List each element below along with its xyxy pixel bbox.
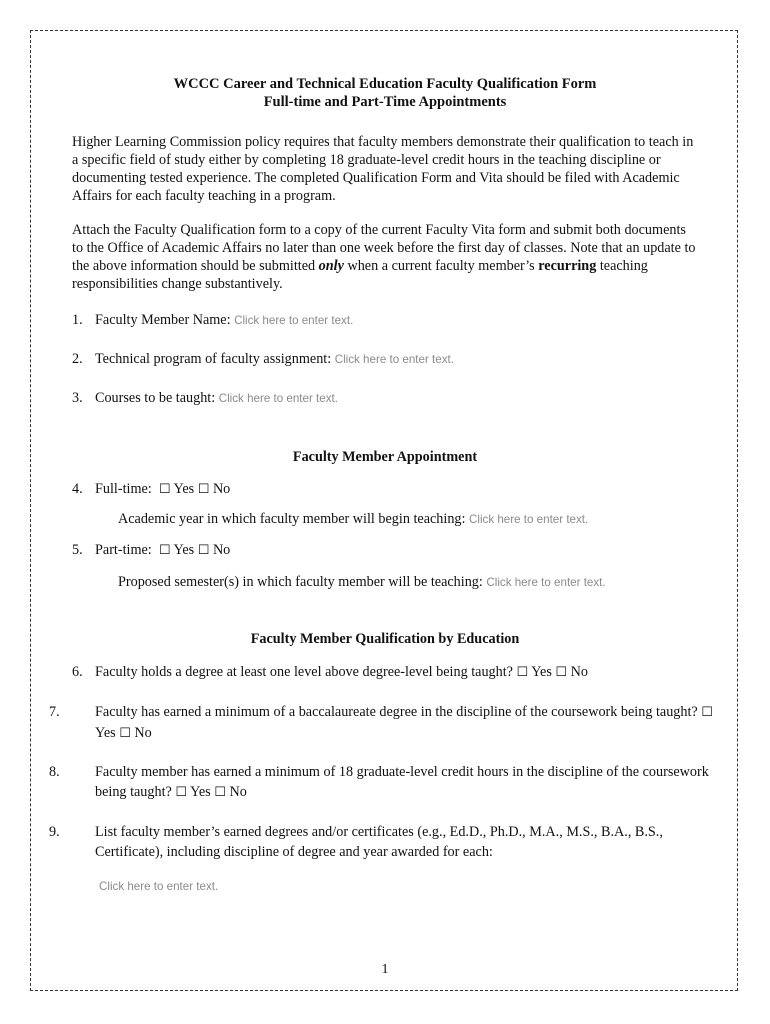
form-title (0, 75, 770, 111)
question-2 (72, 349, 702, 370)
yes-label: Yes (531, 664, 552, 680)
no-label: No (229, 784, 247, 800)
intro-paragraph-1: Higher Learning Commission policy requires that faculty members demonstrate their qualification to teach in a specific field of study either by completing 18 graduate-level credit hours in the teaching discipline or documenting tested experience. The completed Qualification Form and Vita should be filed with Academic Affairs for each faculty teaching in a program. (72, 134, 694, 204)
degree-level-no-checkbox[interactable]: ☐ (555, 665, 568, 680)
faculty-name-label: Faculty Member Name: (95, 312, 231, 328)
question-number: 6. (72, 664, 83, 680)
question-1 (72, 310, 702, 331)
question-7 (49, 702, 725, 744)
courses-field[interactable]: Click here to enter text. (218, 392, 338, 405)
question-number: 5. (72, 542, 83, 558)
faculty-name-field[interactable]: Click here to enter text. (234, 314, 354, 327)
full-time-label: Full-time: (95, 481, 152, 497)
yes-label: Yes (95, 725, 116, 741)
question-number: 9. (49, 824, 60, 840)
question-9 (49, 822, 725, 862)
part-time-label: Part-time: (95, 542, 152, 558)
question-3 (72, 388, 702, 409)
intro-p2-recurring: recurring (538, 258, 597, 274)
part-time-no-checkbox[interactable]: ☐ (197, 543, 210, 558)
part-time-semester (118, 572, 606, 593)
question-8 (49, 762, 725, 803)
yes-label: Yes (190, 784, 211, 800)
graduate-hours-label: Faculty member has earned a minimum of 18 graduate-level credit hours in the discipline of the coursework being taught? (95, 764, 709, 800)
question-5 (72, 540, 702, 561)
academic-year-label: Academic year in which faculty member will begin teaching: (118, 511, 466, 527)
no-label: No (134, 725, 152, 741)
technical-program-label: Technical program of faculty assignment: (95, 351, 332, 367)
technical-program-field[interactable]: Click here to enter text. (334, 353, 454, 366)
degree-level-label: Faculty holds a degree at least one level above degree-level being taught? (95, 664, 513, 680)
semester-field[interactable]: Click here to enter text. (486, 576, 606, 589)
full-time-no-checkbox[interactable]: ☐ (197, 482, 210, 497)
no-label: No (212, 481, 231, 497)
question-number: 4. (72, 481, 83, 497)
baccalaureate-no-checkbox[interactable]: ☐ (119, 726, 131, 741)
yes-label: Yes (173, 481, 195, 497)
intro-p2-text-b: when a current faculty member’s (343, 258, 539, 274)
degrees-list-field[interactable]: Click here to enter text. (99, 880, 219, 893)
graduate-hours-no-checkbox[interactable]: ☐ (214, 785, 226, 800)
intro-paragraph-2 (72, 221, 700, 293)
academic-year-field[interactable]: Click here to enter text. (469, 513, 589, 526)
no-label: No (570, 664, 588, 680)
section-education-heading: Faculty Member Qualification by Education (250, 631, 520, 647)
question-number: 8. (49, 764, 60, 780)
question-number: 3. (72, 390, 83, 406)
form-title-line1: WCCC Career and Technical Education Faculty Qualification Form (173, 76, 597, 92)
no-label: No (212, 542, 231, 558)
question-4 (72, 479, 702, 500)
baccalaureate-yes-checkbox[interactable]: ☐ (701, 705, 713, 720)
intro-p2-text-c: teaching responsibilities change substantively. (72, 258, 648, 292)
part-time-yes-checkbox[interactable]: ☐ (158, 543, 171, 558)
page-number: 1 (381, 962, 389, 977)
form-title-line2: Full-time and Part-Time Appointments (263, 94, 507, 110)
full-time-academic-year (118, 509, 588, 530)
section-appointment-heading: Faculty Member Appointment (292, 449, 478, 465)
intro-p2-text-a: Attach the Faculty Qualification form to a copy of the current Faculty Vita form and submit both documents to the Office of Academic Affairs no later than one week before the first day of classes. Note that an update to the above information should be submitted (72, 222, 696, 274)
question-6 (72, 662, 702, 683)
degree-level-yes-checkbox[interactable]: ☐ (516, 665, 529, 680)
semester-label: Proposed semester(s) in which faculty member will be teaching: (118, 574, 483, 590)
graduate-hours-yes-checkbox[interactable]: ☐ (175, 785, 188, 800)
baccalaureate-label: Faculty has earned a minimum of a baccalaureate degree in the discipline of the coursework being taught? (95, 704, 698, 720)
degrees-list-label: List faculty member’s earned degrees and/or certificates (e.g., Ed.D., Ph.D., M.A., M.S., B.A., B.S., Certificate), including discipline of degree and year awarded for each: (95, 824, 663, 860)
yes-label: Yes (173, 542, 195, 558)
courses-label: Courses to be taught: (95, 390, 216, 406)
question-number: 1. (72, 312, 83, 328)
question-number: 7. (49, 704, 60, 720)
intro-p2-only: only (318, 258, 344, 274)
question-number: 2. (72, 351, 83, 367)
full-time-yes-checkbox[interactable]: ☐ (158, 482, 171, 497)
